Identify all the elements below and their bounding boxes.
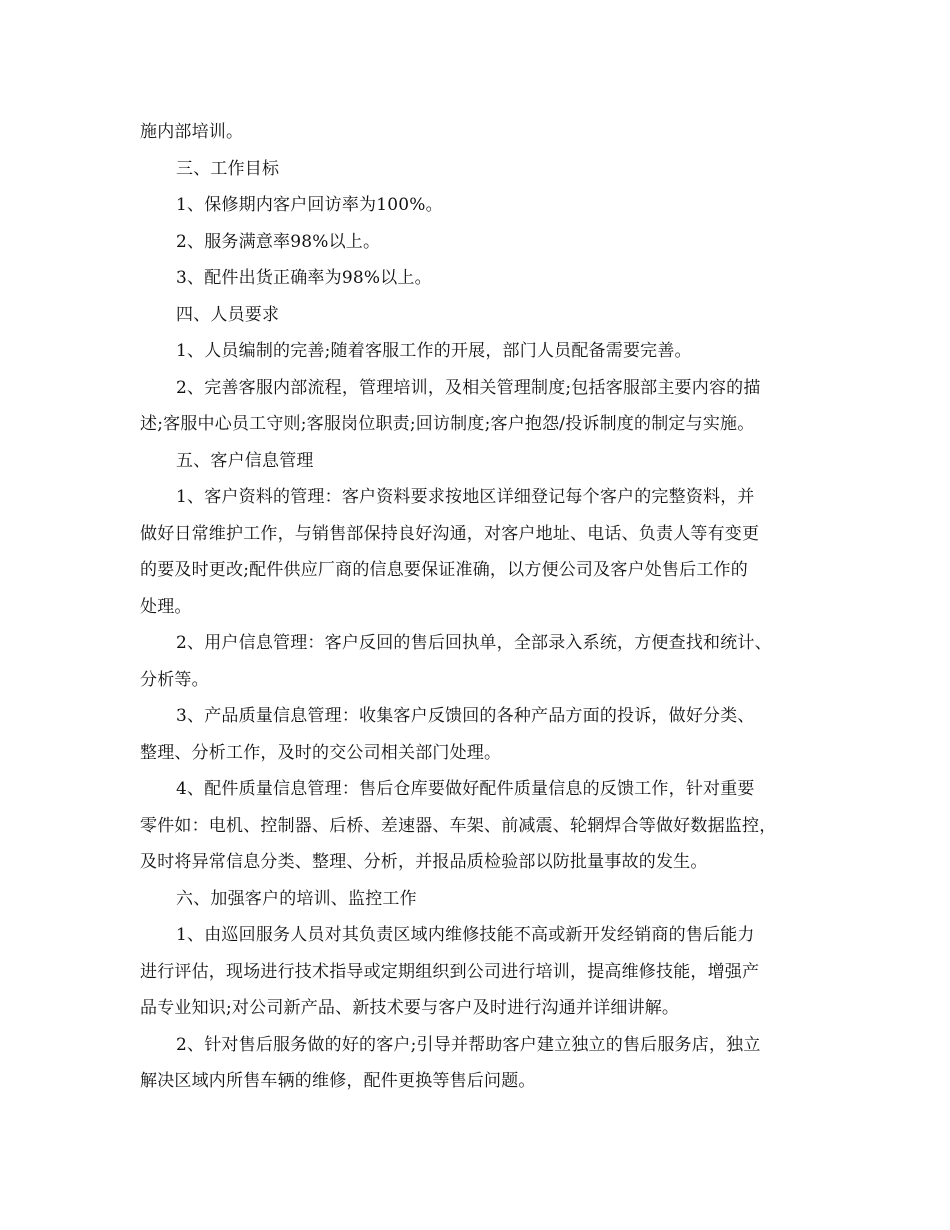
text-line: 1、由巡回服务人员对其负责区域内维修技能不高或新开发经销商的售后能力: [176, 925, 755, 945]
text-line: 4、配件质量信息管理：售后仓库要做好配件质量信息的反馈工作，针对重要: [176, 779, 755, 799]
text-line: 分析等。: [140, 669, 209, 690]
text-line: 及时将异常信息分类、整理、分析，并报品质检验部以防批量事故的发生。: [140, 852, 708, 872]
text-line: 处理。: [140, 596, 192, 617]
text-line: 3、产品质量信息管理：收集客户反馈回的各种产品方面的投诉，做好分类、: [176, 706, 755, 726]
section-heading: 四、人员要求: [176, 304, 280, 325]
text-line: 施内部培训。: [140, 122, 244, 142]
section-heading: 六、加强客户的培训、监控工作: [176, 888, 417, 909]
text-line: 2、用户信息管理：客户反回的售后回执单，全部录入系统，方便查找和统计、: [176, 633, 772, 653]
text-line: 3、配件出货正确率为98%以上。: [176, 268, 432, 288]
text-line: 2、服务满意率98%以上。: [176, 231, 381, 252]
text-line: 1、保修期内客户回访率为100%。: [176, 195, 443, 215]
section-heading: 三、工作目标: [176, 158, 280, 179]
text-line: 1、客户资料的管理：客户资料要求按地区详细登记每个客户的完整资料，并: [176, 487, 755, 507]
text-line: 进行评估，现场进行技术指导或定期组织到公司进行培训，提高维修技能，增强产: [140, 961, 760, 982]
document-body: [140, 114, 814, 1100]
text-line: 整理、分析工作，及时的交公司相关部门处理。: [140, 742, 502, 763]
text-line: 零件如：电机、控制器、后桥、差速器、车架、前减震、轮辋焊合等做好数据监控，: [140, 815, 777, 836]
text-line: 的要及时更改;配件供应厂商的信息要保证准确，以方便公司及客户处售后工作的: [140, 560, 748, 580]
text-line: 1、人员编制的完善;随着客服工作的开展，部门人员配备需要完善。: [176, 341, 692, 361]
text-line: 解决区域内所售车辆的维修，配件更换等售后问题。: [140, 1071, 536, 1091]
section-heading: 五、客户信息管理: [176, 450, 314, 471]
text-line: 2、完善客服内部流程，管理培训，及相关管理制度;包括客服部主要内容的描: [176, 377, 761, 398]
text-line: 做好日常维护工作，与销售部保持良好沟通，对客户地址、电话、负责人等有变更: [140, 523, 760, 544]
text-line: 述;客服中心员工守则;客服岗位职责;回访制度;客户抱怨/投诉制度的制定与实施。: [140, 414, 755, 434]
text-line: 2、针对售后服务做的好的客户;引导并帮助客户建立独立的售后服务店，独立: [176, 1034, 761, 1055]
text-line: 品专业知识;对公司新产品、新技术要与客户及时进行沟通并详细讲解。: [140, 998, 680, 1018]
